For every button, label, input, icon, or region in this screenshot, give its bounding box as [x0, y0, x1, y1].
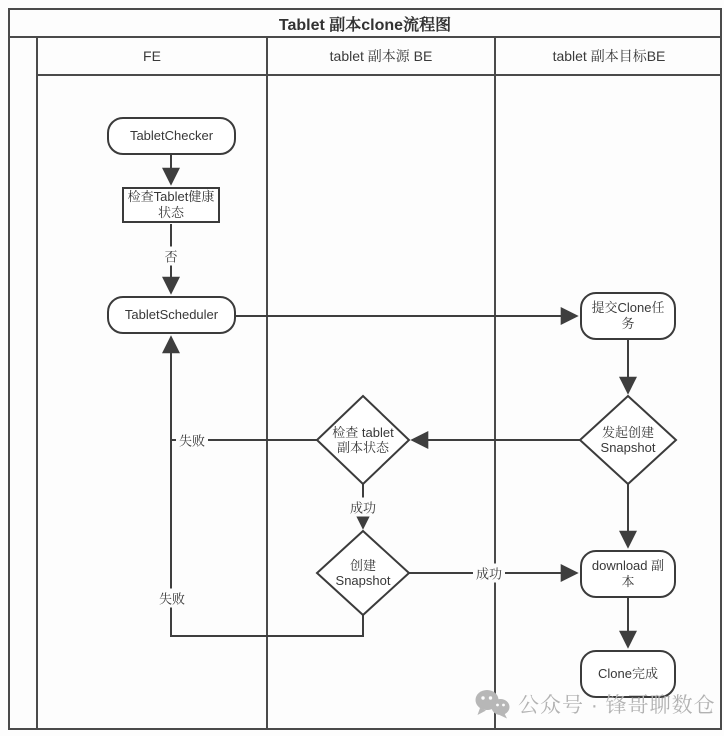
wechat-icon [474, 689, 510, 719]
node-create-snapshot [317, 531, 409, 615]
node-tablet-scheduler: TabletScheduler [107, 296, 236, 334]
node-tablet-checker: TabletChecker [107, 117, 236, 155]
diamond-label: 创建 Snapshot [335, 558, 391, 588]
diamond-label: 发起创建 Snapshot [600, 425, 656, 455]
node-clone-done: Clone完成 [580, 650, 676, 698]
node-download-replica: download 副本 [580, 550, 676, 598]
lane-header-target-be: tablet 副本目标BE [552, 48, 666, 64]
node-initiate-snapshot [580, 396, 676, 484]
edge-label-success-down: 成功 [347, 498, 379, 517]
edge-label-fail: 失败 [176, 431, 208, 450]
edge-label-fail-loop: 失败 [156, 589, 188, 608]
watermark-text: 公众号 · 锋哥聊数仓 [518, 694, 716, 717]
edge-label-no: 否 [161, 247, 180, 266]
diagram-title: Tablet 副本clone流程图 [10, 10, 720, 38]
watermark [474, 689, 716, 719]
diamond-label: 检查 tablet 副本状态 [332, 425, 394, 455]
node-submit-clone-task: 提交Clone任务 [580, 292, 676, 340]
lane-header-fe: FE [143, 48, 161, 64]
node-check-health: 检查Tablet健康状态 [122, 187, 220, 223]
edge-label-success-right: 成功 [473, 564, 505, 583]
lane-header-source-be: tablet 副本源 BE [329, 48, 433, 64]
node-check-replica-status [317, 396, 409, 484]
